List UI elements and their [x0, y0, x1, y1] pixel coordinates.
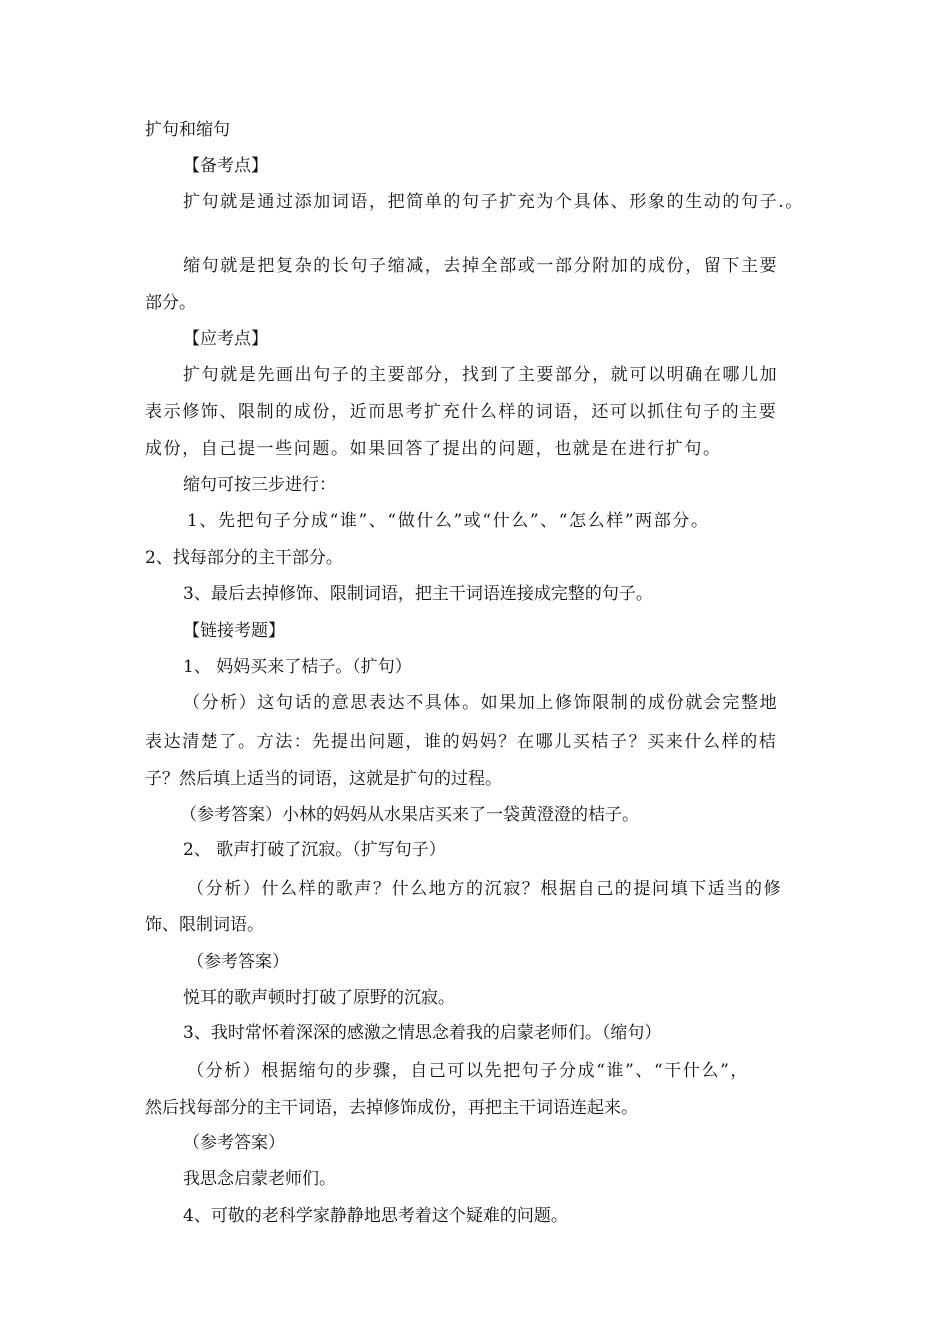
- paragraph-condense-definition-line2: 部分。: [145, 293, 196, 313]
- document-title: 扩句和缩句: [145, 120, 230, 140]
- question-3-analysis-line2: 然后找每部分的主干词语，去掉修饰成份，再把主干词语连起来。: [145, 1098, 638, 1118]
- paragraph-condense-definition-line1: 缩句就是把复杂的长句子缩减，去掉全部或一部分附加的成份，留下主要: [183, 256, 779, 276]
- heading-lian-jie-kao-ti: 【链接考题】: [183, 621, 285, 641]
- question-1-analysis-line3: 子？然后填上适当的词语，这就是扩句的过程。: [145, 769, 502, 789]
- question-1-answer: （参考答案）小林的妈妈从水果店买来了一袋黄澄澄的桔子。: [180, 805, 639, 825]
- condense-step-1: 1、先把句子分成“谁”、“做什么”或“什么”、“怎么样”两部分。: [187, 511, 710, 531]
- question-2-analysis-line1: （分析）什么样的歌声？什么地方的沉寂？根据自己的提问填下适当的修: [187, 879, 783, 899]
- paragraph-condense-steps-intro: 缩句可按三步进行：: [183, 475, 336, 495]
- heading-ying-kao-dian: 【应考点】: [183, 329, 268, 349]
- question-4: 4、可敬的老科学家静静地思考着这个疑难的问题。: [183, 1206, 568, 1226]
- question-2-answer: 悦耳的歌声顿时打破了原野的沉寂。: [183, 988, 455, 1008]
- condense-step-3: 3、最后去掉修饰、限制词语，把主干词语连接成完整的句子。: [183, 584, 653, 604]
- question-3: 3、我时常怀着深深的感激之情思念着我的启蒙老师们。（缩句）: [183, 1023, 662, 1043]
- question-1: 1、 妈妈买来了桔子。（扩句）: [183, 657, 412, 677]
- question-3-answer: 我思念启蒙老师们。: [183, 1169, 336, 1189]
- question-1-analysis-line2: 表达清楚了。方法：先提出问题，谁的妈妈？在哪儿买桔子？买来什么样的桔: [145, 732, 778, 752]
- question-3-answer-label: （参考答案）: [183, 1133, 285, 1153]
- question-1-analysis-line1: （分析）这句话的意思表达不具体。如果加上修饰限制的成份就会完整地: [183, 693, 779, 713]
- paragraph-expand-method-line1: 扩句就是先画出句子的主要部分，找到了主要部分，就可以明确在哪儿加: [183, 365, 779, 385]
- question-2: 2、 歌声打破了沉寂。（扩写句子）: [183, 840, 446, 860]
- paragraph-expand-definition: 扩句就是通过添加词语，把简单的句子扩充为个具体、形象的生动的句子.。: [183, 192, 804, 212]
- condense-step-2: 2、找每部分的主干部分。: [145, 548, 343, 568]
- question-2-answer-label: （参考答案）: [187, 952, 289, 972]
- heading-bei-kao-dian: 【备考点】: [183, 156, 268, 176]
- question-2-analysis-line2: 饰、限制词语。: [145, 915, 264, 935]
- paragraph-expand-method-line2: 表示修饰、限制的成份，近而思考扩充什么样的词语，还可以抓住句子的主要: [145, 402, 778, 422]
- paragraph-expand-method-line3: 成份，自己提一些问题。如果回答了提出的问题，也就是在进行扩句。: [145, 439, 722, 459]
- question-3-analysis-line1: （分析）根据缩句的步骤，自己可以先把句子分成“谁”、“干什么”，: [187, 1061, 749, 1081]
